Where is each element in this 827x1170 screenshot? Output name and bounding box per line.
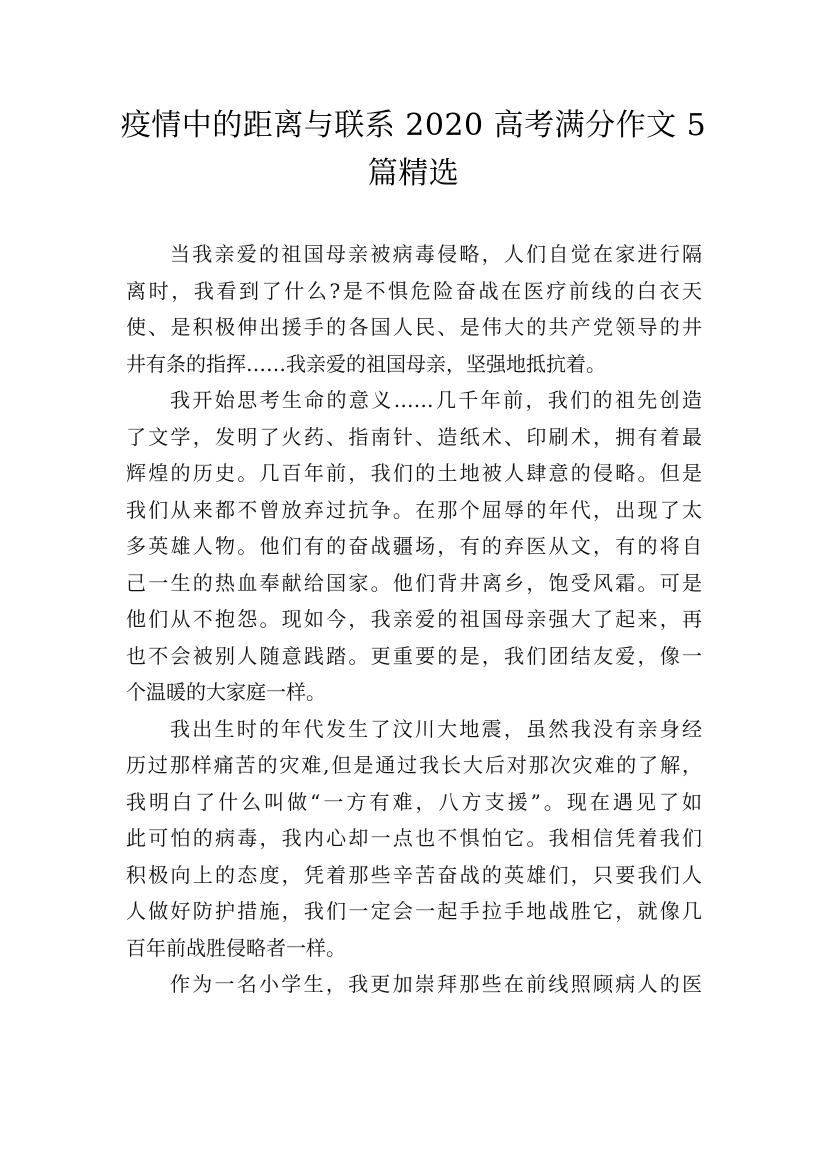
text-line: 历过那样痛苦的灾难,但是通过我长大后对那次灾难的了解， xyxy=(126,753,702,777)
text-line: 也不会被别人随意践踏。更重要的是，我们团结友爱，像一 xyxy=(126,643,702,668)
text-line: 当我亲爱的祖国母亲被病毒侵略，人们自觉在家进行隔 xyxy=(170,242,702,266)
text-line: 我们从来都不曾放弃过抗争。在那个屈辱的年代，出现了太 xyxy=(126,497,702,522)
text-line: 作为一名小学生，我更加崇拜那些在前线照顾病人的医 xyxy=(170,972,702,996)
text-line: 离时，我看到了什么?是不惧危险奋战在医疗前线的白衣天 xyxy=(126,278,702,303)
paragraph-2 xyxy=(126,382,702,711)
document-title xyxy=(100,102,727,198)
text-line: 此可怕的病毒，我内心却一点也不惧怕它。我相信凭着我们 xyxy=(126,826,702,850)
text-line: 我开始思考生命的意义……几千年前，我们的祖先创造 xyxy=(170,388,702,412)
paragraph-1 xyxy=(126,236,702,382)
title-line: 篇精选 xyxy=(367,156,460,191)
text-line: 己一生的热血奉献给国家。他们背井离乡，饱受风霜。可是 xyxy=(126,570,702,595)
essay-body xyxy=(126,236,702,1003)
title-line: 疫情中的距离与联系 2020 高考满分作文 5 xyxy=(120,108,707,143)
text-line: 了文学，发明了火药、指南针、造纸术、印刷术，拥有着最 xyxy=(126,424,702,449)
text-line: 百年前战胜侵略者一样。 xyxy=(126,935,346,960)
text-line: 我明白了什么叫做“一方有难，八方支援”。现在遇见了如 xyxy=(126,789,702,814)
text-line: 多英雄人物。他们有的奋战疆场，有的弃医从文，有的将自 xyxy=(126,534,702,558)
paragraph-4 xyxy=(126,966,702,1003)
text-line: 辉煌的历史。几百年前，我们的土地被人肆意的侵略。但是 xyxy=(126,461,702,485)
text-line: 使、是积极伸出援手的各国人民、是伟大的共产党领导的井 xyxy=(126,315,702,339)
text-line: 我出生时的年代发生了汶川大地震，虽然我没有亲身经 xyxy=(170,716,702,741)
text-line: 个温暖的大家庭一样。 xyxy=(126,680,326,704)
text-line: 井有条的指挥……我亲爱的祖国母亲，坚强地抵抗着。 xyxy=(126,351,606,376)
text-line: 积极向上的态度，凭着那些辛苦奋战的英雄们，只要我们人 xyxy=(126,862,702,887)
text-line: 人做好防护措施，我们一定会一起手拉手地战胜它，就像几 xyxy=(126,899,702,923)
text-line: 他们从不抱怨。现如今，我亲爱的祖国母亲强大了起来，再 xyxy=(126,607,702,631)
paragraph-3 xyxy=(126,711,702,967)
